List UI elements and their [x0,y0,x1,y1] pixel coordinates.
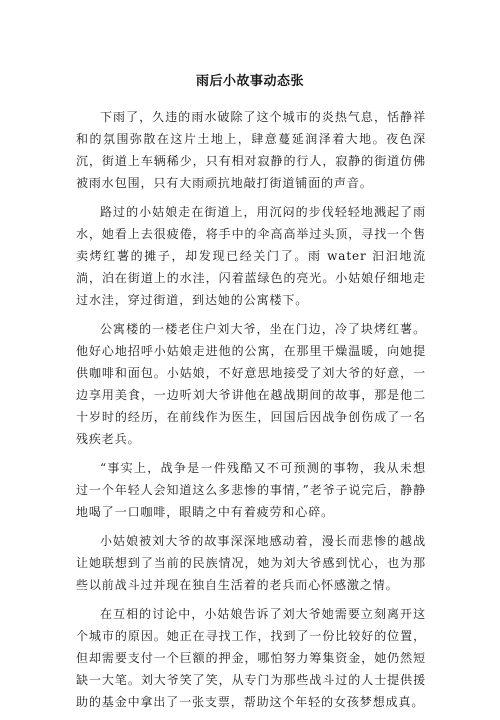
paragraph-6: 在互相的讨论中，小姑娘告诉了刘大爷她需要立刻离开这个城市的原因。她正在寻找工作，找到了一份比较好的位置，但却需要支付一个巨额的押金，哪怕努力筹集资金，她仍然短缺一大笔。刘大爷笑了笑，从专门为那些战斗过的人士提供援助的基金中拿出了一张支票，帮助这个年轻的女孩梦想成真。 [76,607,426,709]
document-body [76,106,426,720]
paragraph-4: “事实上，战争是一件残酷又不可预测的事物，我从未想过一个年轻人会知道这么多悲惨的事情，”老爷子说完后，静静地喝了一口咖啡，眼睛之中有着疲劳和心碎。 [76,461,426,519]
paragraph-3: 公寓楼的一楼老住户刘大爷，坐在门边，冷了块烤红薯。他好心地招呼小姑娘走进他的公寓，在那里干燥温暖，向她提供咖啡和面包。小姑娘，不好意思地接受了刘大爷的好意，一边享用美食，一边听刘大爷讲他在越战期间的故事，那是他二十岁时的经历，在前线作为医生，回国后因战争创伤成了一名残疾老兵。 [76,322,426,446]
paragraph-2: 路过的小姑娘走在街道上，用沉闷的步伐轻轻地溅起了雨水，她看上去很疲倦，将手中的伞高高举过头顶，寻找一个售卖烤红薯的摊子，却发现已经关门了。雨 water 汩汩地流淌，泊在街道上的水洼，闪着蓝绿色的亮光。小姑娘仔细地走过水洼，穿过街道，到达她的公寓楼下。 [76,205,426,307]
paragraph-5: 小姑娘被刘大爷的故事深深地感动着，漫长而悲惨的越战让她联想到了当前的民族情况，她为刘大爷感到忧心，也为那些以前战斗过并现在独自生活着的老兵而心怀感激之情。 [76,534,426,592]
document-title: 雨后小故事动态张 [195,74,304,89]
paragraph-1: 下雨了，久违的雨水破除了这个城市的炎热气息，恬静祥和的氛围弥散在这片土地上，肆意蔓延润泽着大地。夜色深沉，街道上车辆稀少，只有相对寂静的行人，寂静的街道仿佛被雨水包围，只有大雨顽抗地敲打街道铺面的声音。 [76,110,426,190]
